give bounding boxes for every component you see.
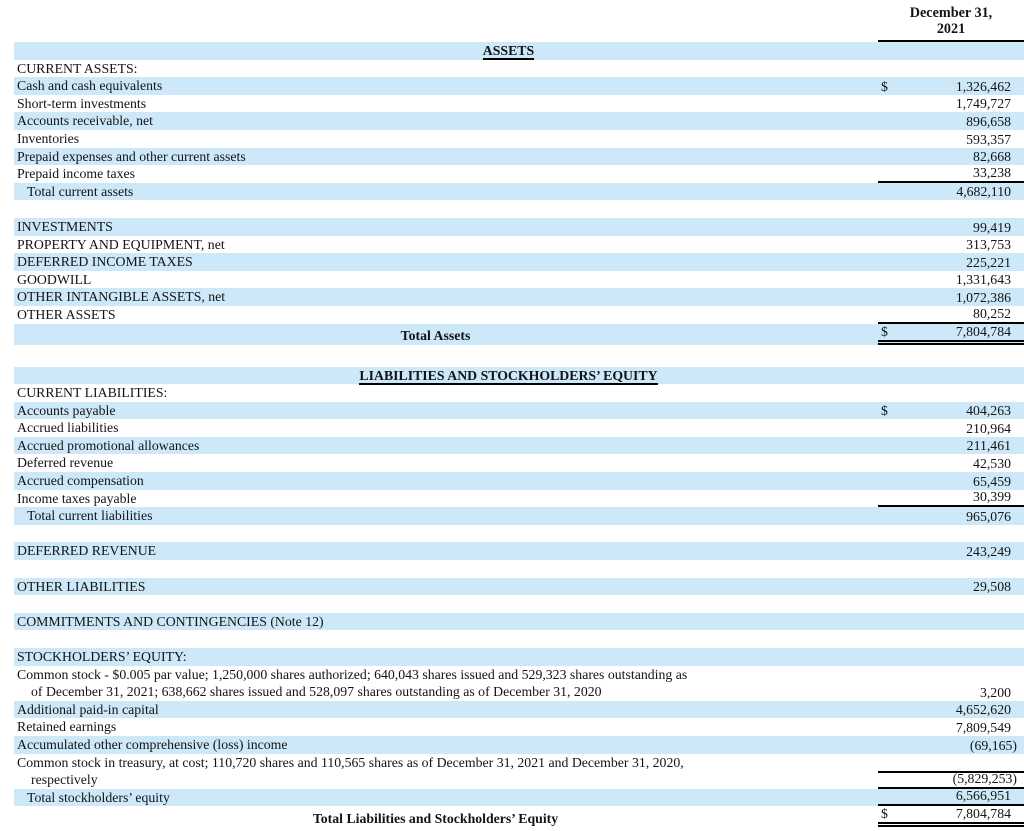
statement-rows [14,42,1024,827]
row-total-assets-label: Total Assets [400,327,471,343]
row-total-current-liabilities-label: Total current liabilities [27,508,153,524]
currency-symbol: $ [881,806,888,822]
period-date-line2: 2021 [936,21,966,37]
spacer-row [14,595,1024,613]
amount-value: 593,357 [966,131,1011,147]
row-treasury-stock-label [14,754,878,789]
row-prepaid-income-taxes-label: Prepaid income taxes [17,166,136,182]
row-accounts-receivable-label: Accounts receivable, net [17,113,153,129]
row-stockholders-equity-heading [14,648,1024,666]
row-prepaid-expenses [14,148,1024,166]
row-additional-paid-in-capital-label: Additional paid-in capital [17,701,159,717]
row-deferred-income-taxes [14,253,1024,271]
spacer-row [14,200,1024,218]
currency-symbol: $ [881,403,888,419]
row-deferred-revenue-current [14,454,1024,472]
amount-value: 1,072,386 [955,289,1011,305]
row-total-current-liabilities-amount-cell [878,507,1024,525]
row-current-assets-heading-label: CURRENT ASSETS: [17,60,138,76]
row-liabilities-section-title [14,367,1024,385]
row-cash-and-equivalents-amount-cell [878,77,1024,95]
row-accounts-payable-amount-cell [878,402,1024,420]
amount-value: (5,829,253) [952,770,1017,786]
row-other-intangible-assets [14,288,1024,306]
row-deferred-income-taxes-label: DEFERRED INCOME TAXES [17,254,193,270]
label-line-2: respectively [31,772,98,788]
label-line-1: Common stock - $0.005 par value; 1,250,000 shares authorized; 640,043 shares issued and 529,323 shares outstanding as [17,666,688,682]
row-property-and-equipment-amount-cell [878,236,1024,254]
amount-value: 6,566,951 [955,788,1011,804]
row-prepaid-income-taxes-amount-cell [878,165,1024,183]
row-common-stock-amount-cell [878,683,1024,701]
row-total-stockholders-equity-label: Total stockholders’ equity [27,789,170,805]
amount-value: 4,682,110 [956,184,1011,200]
row-income-taxes-payable-label: Income taxes payable [17,490,137,506]
spacer-row [14,560,1024,578]
row-total-assets-amount-cell [878,324,1024,345]
amount-value: 7,809,549 [955,719,1011,735]
amount-value: 1,749,727 [955,96,1011,112]
row-investments-amount-cell [878,218,1024,236]
row-total-liabilities-and-equity-label: Total Liabilities and Stockholders’ Equity [312,810,559,826]
row-accrued-promotional-allowances [14,437,1024,455]
row-total-liabilities-and-equity-amount-cell [878,806,1024,827]
row-deferred-revenue-current-label: Deferred revenue [17,455,114,471]
amount-value: 313,753 [966,237,1011,253]
amount-value: 65,459 [973,473,1011,489]
row-accrued-promotional-allowances-label: Accrued promotional allowances [17,437,200,453]
row-other-liabilities-amount-cell [878,578,1024,596]
row-deferred-revenue-longterm-label: DEFERRED REVENUE [17,543,157,559]
amount-value: 7,804,784 [955,806,1011,822]
period-column-header [878,5,1024,42]
date-header [0,0,1024,42]
row-property-and-equipment-label: PROPERTY AND EQUIPMENT, net [17,236,225,252]
row-additional-paid-in-capital-amount-cell [878,701,1024,719]
row-total-current-assets-label: Total current assets [27,183,134,199]
row-accrued-liabilities [14,419,1024,437]
spacer-row [14,630,1024,648]
amount-value: 1,331,643 [955,272,1011,288]
row-total-current-liabilities [14,507,1024,525]
spacer-row [14,525,1024,543]
row-income-taxes-payable-amount-cell [878,490,1024,508]
row-short-term-investments [14,95,1024,113]
row-inventories-amount-cell [878,130,1024,148]
row-accrued-promotional-allowances-amount-cell [878,437,1024,455]
row-assets-section-title-label [14,42,1024,60]
row-other-assets-amount-cell [878,306,1024,324]
currency-symbol: $ [881,78,888,94]
amount-value: 225,221 [966,254,1011,270]
row-commitments-contingencies-label: COMMITMENTS AND CONTINGENCIES (Note 12) [17,613,324,629]
spacer-row [14,345,1024,367]
amount-value: 243,249 [966,544,1011,560]
row-other-intangible-assets-label: OTHER INTANGIBLE ASSETS, net [17,289,226,305]
row-other-intangible-assets-amount-cell [878,288,1024,306]
row-goodwill-amount-cell [878,271,1024,289]
row-retained-earnings [14,718,1024,736]
row-investments [14,218,1024,236]
row-total-current-assets [14,183,1024,201]
row-other-assets [14,306,1024,324]
label-line-2: of December 31, 2021; 638,662 shares issued and 528,097 shares outstanding as of December 31, 2020 [31,684,602,700]
row-cash-and-equivalents-label: Cash and cash equivalents [17,78,163,94]
row-property-and-equipment [14,236,1024,254]
row-short-term-investments-amount-cell [878,95,1024,113]
section-title-text: ASSETS [482,43,535,58]
amount-value: 29,508 [973,579,1011,595]
row-accrued-liabilities-amount-cell [878,419,1024,437]
row-treasury-stock [14,754,1024,789]
amount-value: 80,252 [973,305,1011,321]
row-accrued-compensation [14,472,1024,490]
row-accounts-payable [14,402,1024,420]
period-date-line1: December 31, [909,5,993,21]
row-treasury-stock-amount-cell [878,771,1024,789]
row-investments-label: INVESTMENTS [17,218,113,234]
row-accounts-receivable [14,112,1024,130]
row-cash-and-equivalents [14,77,1024,95]
row-inventories [14,130,1024,148]
row-prepaid-expenses-label: Prepaid expenses and other current assets [17,148,246,164]
amount-value: 33,238 [973,164,1011,180]
amount-value: 965,076 [966,508,1011,524]
amount-value: (69,165) [969,737,1017,753]
row-accumulated-other-comprehensive [14,736,1024,754]
amount-value: 211,461 [966,438,1011,454]
amount-value: 1,326,462 [955,78,1011,94]
row-total-stockholders-equity-amount-cell [878,789,1024,807]
row-common-stock [14,666,1024,701]
amount-value: 896,658 [966,113,1011,129]
row-total-current-assets-amount-cell [878,183,1024,201]
row-stockholders-equity-heading-label: STOCKHOLDERS’ EQUITY: [17,649,187,664]
row-total-assets [14,324,1024,345]
row-goodwill [14,271,1024,289]
amount-value: 42,530 [973,456,1011,472]
row-additional-paid-in-capital [14,701,1024,719]
row-prepaid-expenses-amount-cell [878,148,1024,166]
row-prepaid-income-taxes [14,165,1024,183]
amount-value: 7,804,784 [955,323,1011,339]
row-total-liabilities-and-equity [14,806,1024,827]
row-deferred-revenue-longterm-amount-cell [878,542,1024,560]
label-line-1: Common stock in treasury, at cost; 110,720 shares and 110,565 shares as of December 31, 2021 and December 31, 2020, [17,754,684,770]
row-income-taxes-payable [14,490,1024,508]
row-accumulated-other-comprehensive-label: Accumulated other comprehensive (loss) income [17,736,288,752]
row-accrued-compensation-label: Accrued compensation [17,473,144,489]
row-accounts-receivable-amount-cell [878,112,1024,130]
row-current-liabilities-heading-label: CURRENT LIABILITIES: [17,385,168,401]
row-retained-earnings-label: Retained earnings [17,719,117,735]
amount-value: 404,263 [966,403,1011,419]
row-deferred-revenue-longterm [14,542,1024,560]
currency-symbol: $ [881,323,888,339]
amount-value: 82,668 [973,149,1011,165]
row-current-liabilities-heading [14,384,1024,402]
row-accrued-liabilities-label: Accrued liabilities [17,420,119,436]
row-inventories-label: Inventories [17,130,80,146]
row-other-liabilities [14,578,1024,596]
row-other-liabilities-label: OTHER LIABILITIES [17,578,146,594]
row-total-stockholders-equity [14,789,1024,807]
row-other-assets-label: OTHER ASSETS [17,306,116,322]
section-title-text: LIABILITIES AND STOCKHOLDERS’ EQUITY [359,367,658,383]
row-retained-earnings-amount-cell [878,718,1024,736]
row-short-term-investments-label: Short-term investments [17,95,147,111]
row-liabilities-section-title-label [14,367,1024,385]
row-assets-section-title [14,42,1024,60]
amount-value: 3,200 [979,684,1011,700]
row-goodwill-label: GOODWILL [17,271,92,287]
row-accumulated-other-comprehensive-amount-cell [878,736,1024,754]
row-current-assets-heading [14,60,1024,78]
amount-value: 210,964 [966,420,1011,436]
row-common-stock-label [14,666,878,701]
row-accrued-compensation-amount-cell [878,472,1024,490]
row-accounts-payable-label: Accounts payable [17,402,116,418]
row-deferred-revenue-current-amount-cell [878,454,1024,472]
amount-value: 30,399 [973,489,1011,505]
row-deferred-income-taxes-amount-cell [878,253,1024,271]
amount-value: 99,419 [973,219,1011,235]
amount-value: 4,652,620 [955,702,1011,718]
row-commitments-contingencies [14,613,1024,631]
